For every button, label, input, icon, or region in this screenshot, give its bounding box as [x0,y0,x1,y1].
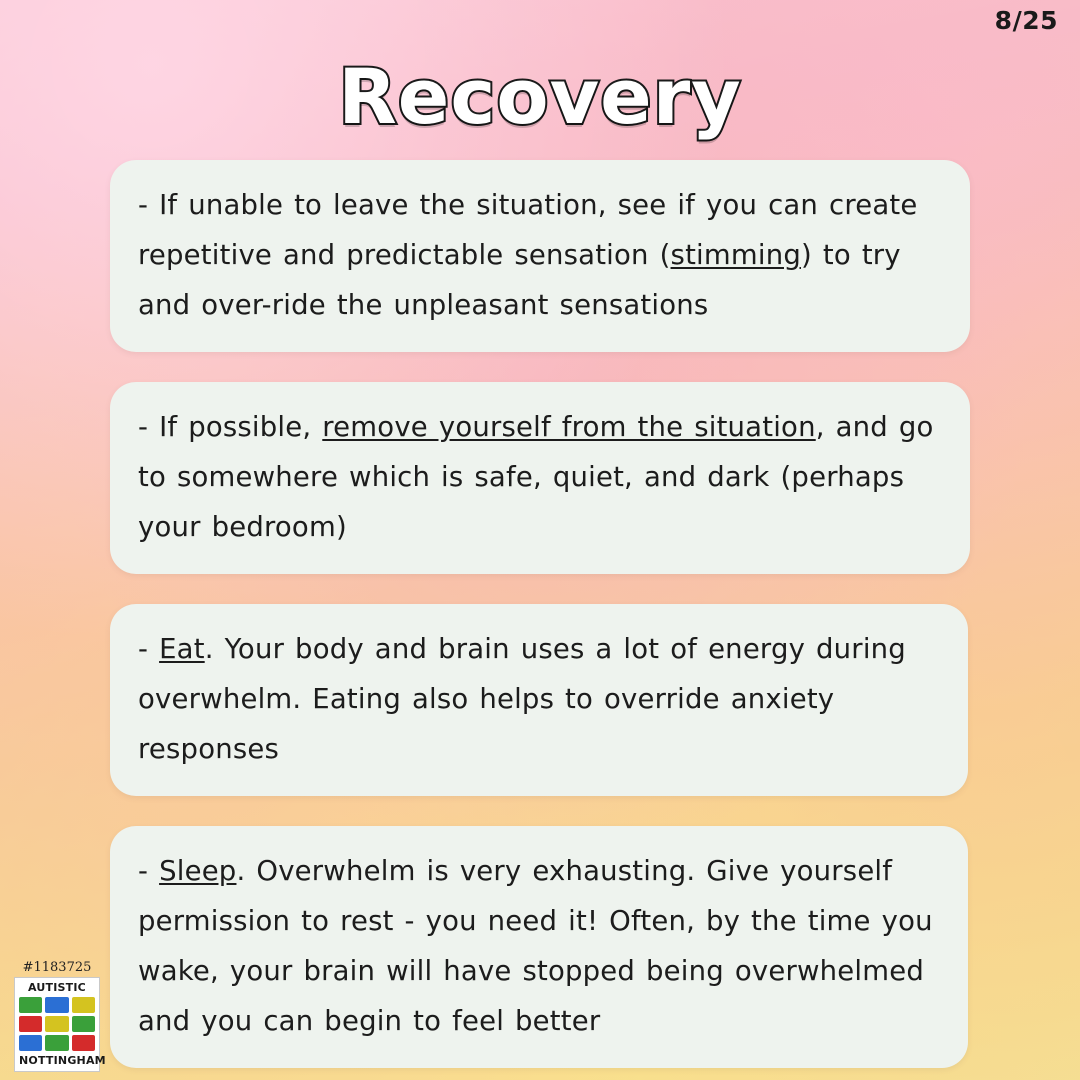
content-cards [0,160,1080,1080]
card-eat [110,604,968,796]
logo-bottom-word: NOTTINGHAM [19,1054,106,1067]
logo-box [14,977,106,1072]
autistic-nottingham-logo [14,960,106,1072]
logo-color-grid [19,997,95,1051]
logo-color-cell [72,1016,95,1032]
card-unable-to-leave [110,160,970,352]
logo-top-word: AUTISTIC [28,981,86,994]
logo-color-cell [19,1035,42,1051]
page-counter: 8/25 [994,6,1058,35]
logo-color-cell [45,1016,68,1032]
logo-color-cell [19,997,42,1013]
card-text: - Eat. Your body and brain uses a lot of energy during overwhelm. Eating also helps to override anxiety responses [138,633,906,765]
logo-color-cell [19,1016,42,1032]
card-text: - If possible, remove yourself from the situation, and go to somewhere which is safe, quiet, and dark (perhaps your bedroom) [138,411,934,543]
logo-color-cell [72,1035,95,1051]
logo-color-cell [72,997,95,1013]
card-text: - If unable to leave the situation, see if you can create repetitive and predictable sensation (stimming) to try and over-ride the unpleasant sensations [138,189,918,321]
logo-color-cell [45,997,68,1013]
card-text: - Sleep. Overwhelm is very exhausting. Give yourself permission to rest - you need it! Often, by the time you wake, your brain will have stopped being overwhelmed and you can begin to feel better [138,855,933,1037]
page-title: Recovery [338,52,742,141]
card-sleep [110,826,968,1068]
logo-color-cell [45,1035,68,1051]
card-remove-yourself [110,382,970,574]
logo-hashtag: #1183725 [22,960,92,975]
